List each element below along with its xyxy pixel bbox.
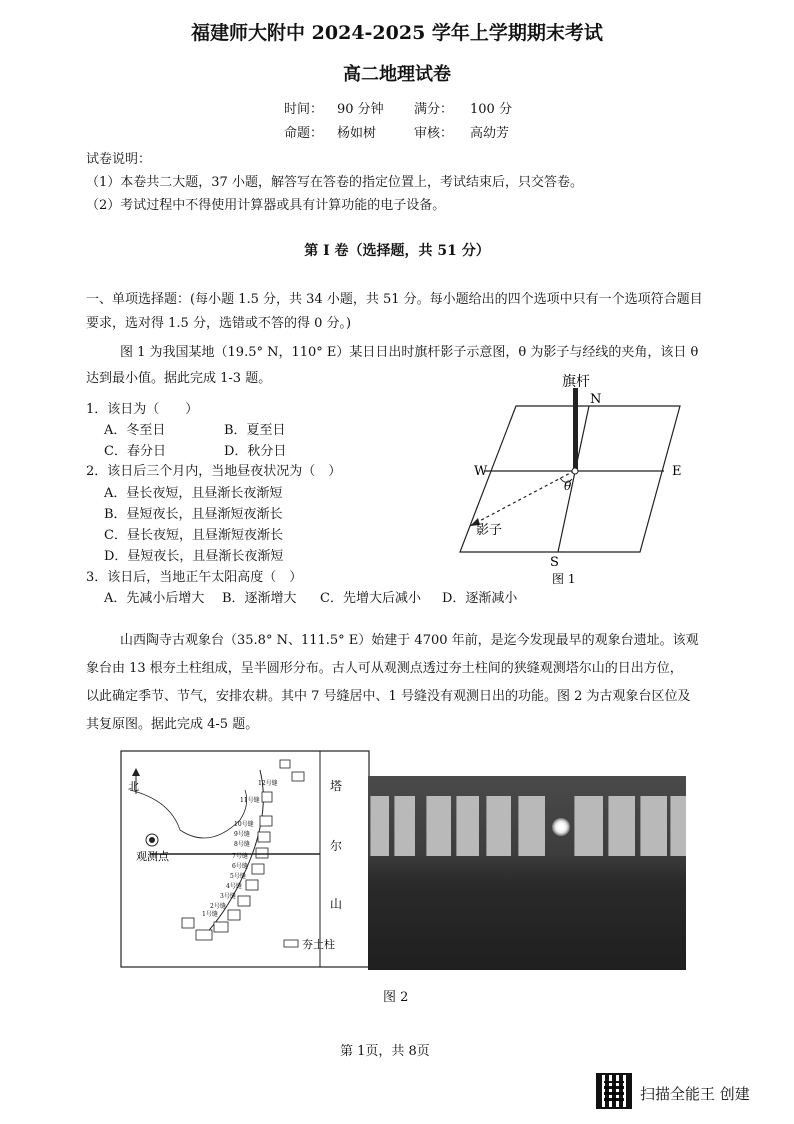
q3-stem: 3．该日后，当地正午太阳高度（ ） [86,570,303,585]
map-north-label: 北 [128,780,139,793]
figure2-map [120,750,370,970]
shadow-label: 影子 [476,523,503,538]
legend-pillar-icon [284,940,298,947]
shadow-line [470,471,574,526]
photo-pillar [486,796,511,856]
photo-pillar [394,796,415,856]
flagpole [573,388,578,471]
time-label: 时间： [284,102,324,117]
observer-label: 观测点 [136,850,169,863]
q3-option-b: B．逐渐增大 [222,591,297,606]
section-intro: 要求，选对得 1.5 分，选错或不答的得 0 分。) [86,316,352,331]
flagpole-label: 旗杆 [562,374,590,390]
time-value: 90 分钟 [337,102,384,117]
rammed-earth-pillar [262,792,272,802]
rammed-earth-pillar [246,880,258,890]
photo-pillar [670,796,686,856]
q3-option-d: D．逐渐减小 [442,591,518,606]
mountain-label: 山 [330,897,343,911]
east-label: E [672,464,682,479]
north-label: N [590,392,602,407]
section-intro: 一、单项选择题：(每小题 1.5 分，共 34 小题，共 51 分。每小题给出的四个选项中只有一个选项符合题目 [86,292,703,307]
q2-option-b: B．昼短夜长，且昼渐短夜渐长 [104,507,283,522]
rammed-earth-pillar [228,910,240,920]
slit-label: 8号缝 [234,841,250,848]
q1-option-c: C．春分日 [104,444,166,459]
instruction-item: （2）考试过程中不得使用计算器或具有计算功能的电子设备。 [86,198,446,213]
rammed-earth-pillar [252,864,264,874]
rammed-earth-pillar [258,832,270,842]
rammed-earth-pillar [196,930,212,940]
photo-pillar [370,796,389,856]
mountain-label: 塔 [330,779,343,793]
slit-label: 9号缝 [234,831,250,838]
score-label: 满分： [414,102,454,117]
author-label: 命题： [284,126,324,141]
instructions-heading: 试卷说明： [86,152,152,167]
slit-label: 5号缝 [230,873,246,880]
mountain-label: 尔 [330,839,343,853]
slit-label: 2号缝 [210,903,226,910]
rammed-earth-pillar [238,896,250,906]
scanner-watermark: 扫描全能王 创建 [640,1085,750,1103]
score-value: 100 分 [470,102,512,117]
q2-option-c: C．昼长夜短，且昼渐短夜渐长 [104,528,283,543]
q3-option-c: C．先增大后减小 [320,591,421,606]
rammed-earth-pillar [292,772,304,781]
q2-option-a: A．昼长夜短，且昼渐长夜渐短 [104,486,283,501]
slit-label: 1号缝 [202,911,218,918]
q2-stem: 2．该日后三个月内，当地昼夜状况为（ ） [86,464,342,479]
photo-pillar [426,796,451,856]
photo-pillar [518,796,545,856]
rammed-earth-pillar [280,760,290,768]
legend-label: 夯土柱 [302,938,335,951]
observer-dot-icon [149,837,155,843]
rammed-earth-pillar [256,848,268,858]
reviewer-value: 高幼芳 [470,126,510,141]
instruction-item: （1）本卷共二大题，37 小题，解答写在答卷的指定位置上，考试结束后，只交答卷。 [86,175,583,190]
slit-label: 7号缝 [232,853,248,860]
section-title: 第 I 卷（选择题，共 51 分） [304,243,490,259]
slit-label: 12号缝 [258,780,278,787]
q1-option-b: B．夏至日 [224,423,286,438]
photo-pillar [640,796,667,856]
group2-stem: 其复原图。据此完成 4-5 题。 [86,717,259,732]
q1-stem: 1．该日为（ ） [86,402,199,417]
south-label: S [550,555,559,570]
group1-stem: 达到最小值。据此完成 1-3 题。 [86,371,272,386]
photo-pillar [456,796,479,856]
theta-label: θ [564,479,572,493]
figure2-caption: 图 2 [383,990,409,1005]
pole-base [572,468,578,474]
slit-label: 3号缝 [220,893,236,900]
q2-option-d: D．昼短夜长，且昼渐长夜渐短 [104,549,284,564]
group2-stem: 以此确定季节、节气，安排农耕。其中 7 号缝居中、1 号缝没有观测日出的功能。图 2 为古观象台区位及 [86,689,691,704]
sunrise-glow [552,818,570,836]
west-label: W [474,464,488,479]
q1-option-a: A．冬至日 [104,423,166,438]
group2-stem: 象台由 13 根夯土柱组成，呈半圆形分布。古人可从观测点透过夯土柱间的狭缝观测塔尔山的日出方位， [86,661,683,676]
author-value: 杨如树 [337,126,377,141]
exam-title: 福建师大附中 2024-2025 学年上学期期末考试 [191,22,603,44]
photo-pillar [608,796,635,856]
group1-stem: 图 1 为我国某地（19.5° N，110° E）某日日出时旗杆影子示意图，θ 为影子与经线的夹角，该日 θ [120,345,699,360]
qr-code-icon [596,1073,632,1109]
slit-label: 4号缝 [226,883,242,890]
rammed-earth-pillar [260,816,272,826]
slit-label: 6号缝 [232,863,248,870]
q1-option-d: D．秋分日 [224,444,287,459]
rammed-earth-pillar [182,918,194,928]
figure1-diagram [440,366,700,592]
group2-stem: 山西陶寺古观象台（35.8° N、111.5° E）始建于 4700 年前，是迄今发现最早的观象台遗址。该观 [120,633,699,648]
photo-pillar [574,796,603,856]
exam-subtitle: 高二地理试卷 [343,64,451,85]
rammed-earth-pillar [214,922,228,932]
q3-option-a: A．先减小后增大 [104,591,205,606]
page-number: 第 1页，共 8页 [340,1044,430,1059]
figure1-caption: 图 1 [552,572,576,586]
slit-label: 11号缝 [240,797,260,804]
slit-label: 10号缝 [234,821,254,828]
reviewer-label: 审核： [414,126,454,141]
observatory-photo [368,776,686,970]
